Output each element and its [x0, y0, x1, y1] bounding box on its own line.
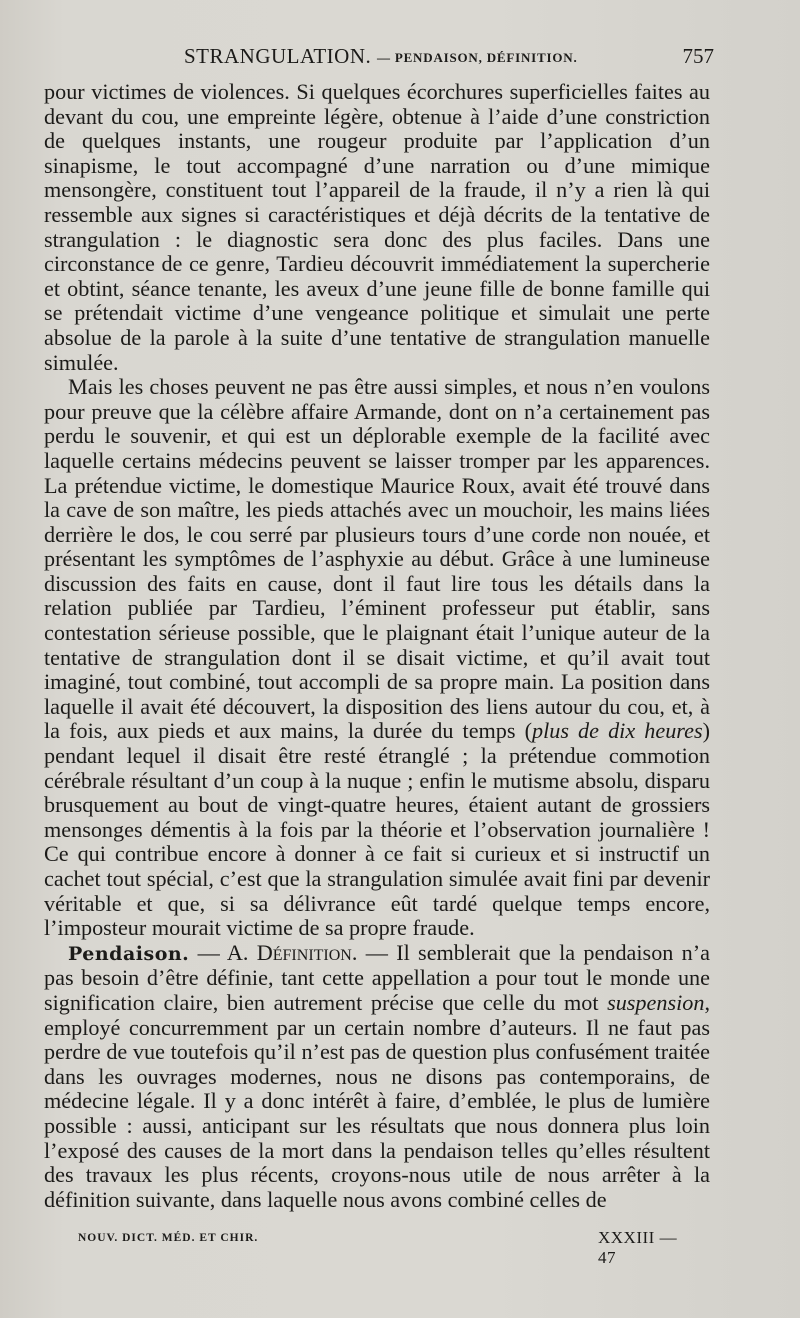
header-subtitle: — PENDAISON, DÉFINITION.: [377, 50, 578, 65]
header-title: STRANGULATION.: [184, 44, 372, 68]
running-header: [44, 44, 714, 74]
paragraph-2-part-a: Mais les choses peuvent ne pas être aussi simples, et nous n’en voulons pour preuve que la célèbre affaire Armande, dont on n’a certainement pas perdu le souvenir, et qui est un déplorable exemple de la facilité avec laquelle certains médecins peuvent se laisser tromper par les apparences. La prétendue victime, le domestique Maurice Roux, avait été trouvé dans la cave de son maître, les pieds attachés avec un mouchoir, les mains liées derrière le dos, le cou serré par plusieurs tours d’une corde non nouée, et présentant les symptômes de l’asphyxie au début. Grâce à une lumineuse discussion des faits en cause, dont il faut lire tous les détails dans la relation publiée par Tardieu, l’éminent professeur put établir, sans contestation sérieuse possible, que le plaignant était l’unique auteur de la tentative de strangulation dont il se disait victime, et qu’il avait tout imaginé, tout combiné, tout accompli de sa propre main. La position dans laquelle il avait été découvert, la disposition des liens autour du cou, et, à la fois, aux pieds et aux mains, la durée du temps (: [44, 374, 710, 744]
page-footer: [78, 1228, 678, 1267]
body-text: [44, 80, 710, 1212]
section-heading-pendaison: Pendaison.: [68, 942, 190, 965]
page-number: 757: [682, 44, 714, 68]
paragraph-2: [44, 375, 710, 941]
paragraph-1: pour victimes de violences. Si quelques écorchures superficielles faites au devant du cou, une empreinte légère, obtenue à l’aide d’une constriction de quelques instants, une rougeur produite par l’application d’un sinapisme, le tout accompagné d’une narration ou d’une mimique mensongère, constituent tout l’appareil de la fraude, il n’y a rien là qui ressemble aux signes si caractéristiques et déjà décrits de la tentative de strangulation : le diagnostic sera donc des plus faciles. Dans une circonstance de ce genre, Tardieu découvrit immédiatement la supercherie et obtint, séance tenante, les aveux d’une jeune fille de bonne famille qui se prétendait victime d’une vengeance politique et simulait une perte absolue de la parole à la suite d’une tentative de strangulation manuelle simulée.: [44, 79, 710, 375]
paragraph-3-part-b: , employé concurremment par un certain nombre d’auteurs. Il ne faut pas perdre de vue toutefois qu’il n’est pas de question plus confusément traitée dans les ouvrages modernes, nous ne disons pas contemporains, de médecine légale. Il y a donc intérêt à faire, d’emblée, le plus de lumière possible : aussi, anticipant sur les résultats que nous donnera plus loin l’exposé des causes de la mort dans la pendaison telles qu’elles résultent des travaux les plus récents, croyons-nous utile de nous arrêter à la définition suivante, dans laquelle nous avons combiné celles de: [44, 989, 710, 1212]
footer-signature: NOUV. DICT. MÉD. ET CHIR.: [78, 1232, 259, 1244]
paragraph-2-part-b: ) pendant lequel il disait être resté étranglé ; la prétendue commotion cérébrale résultant d’un coup à la nuque ; enfin le mutisme absolu, disparu brusquement au bout de vingt-quatre heures, étaient autant de grossiers mensonges démentis à la fois par la théorie et l’observation journalière ! Ce qui contribue encore à donner à ce fait si curieux et si instructif un cachet tout spécial, c’est que la strangulation simulée avait fini par devenir véritable et que, si sa délivrance eût tardé quelque temps encore, l’imposteur mourait victime de sa propre fraude.: [44, 718, 710, 941]
subsection-heading-definition: — A. Définition. —: [197, 939, 388, 965]
paragraph-3-italic: suspension: [607, 989, 705, 1015]
footer-sheet-number: XXXIII — 47: [598, 1228, 678, 1267]
paragraph-3-part-a: Il semblerait que la pendaison n’a pas besoin d’être définie, tant cette appellation a pour tout le monde une signification claire, bien autrement précise que celle du mot: [44, 939, 711, 1015]
paragraph-2-italic: plus de dix heures: [532, 718, 703, 744]
paragraph-3: [44, 941, 710, 1213]
